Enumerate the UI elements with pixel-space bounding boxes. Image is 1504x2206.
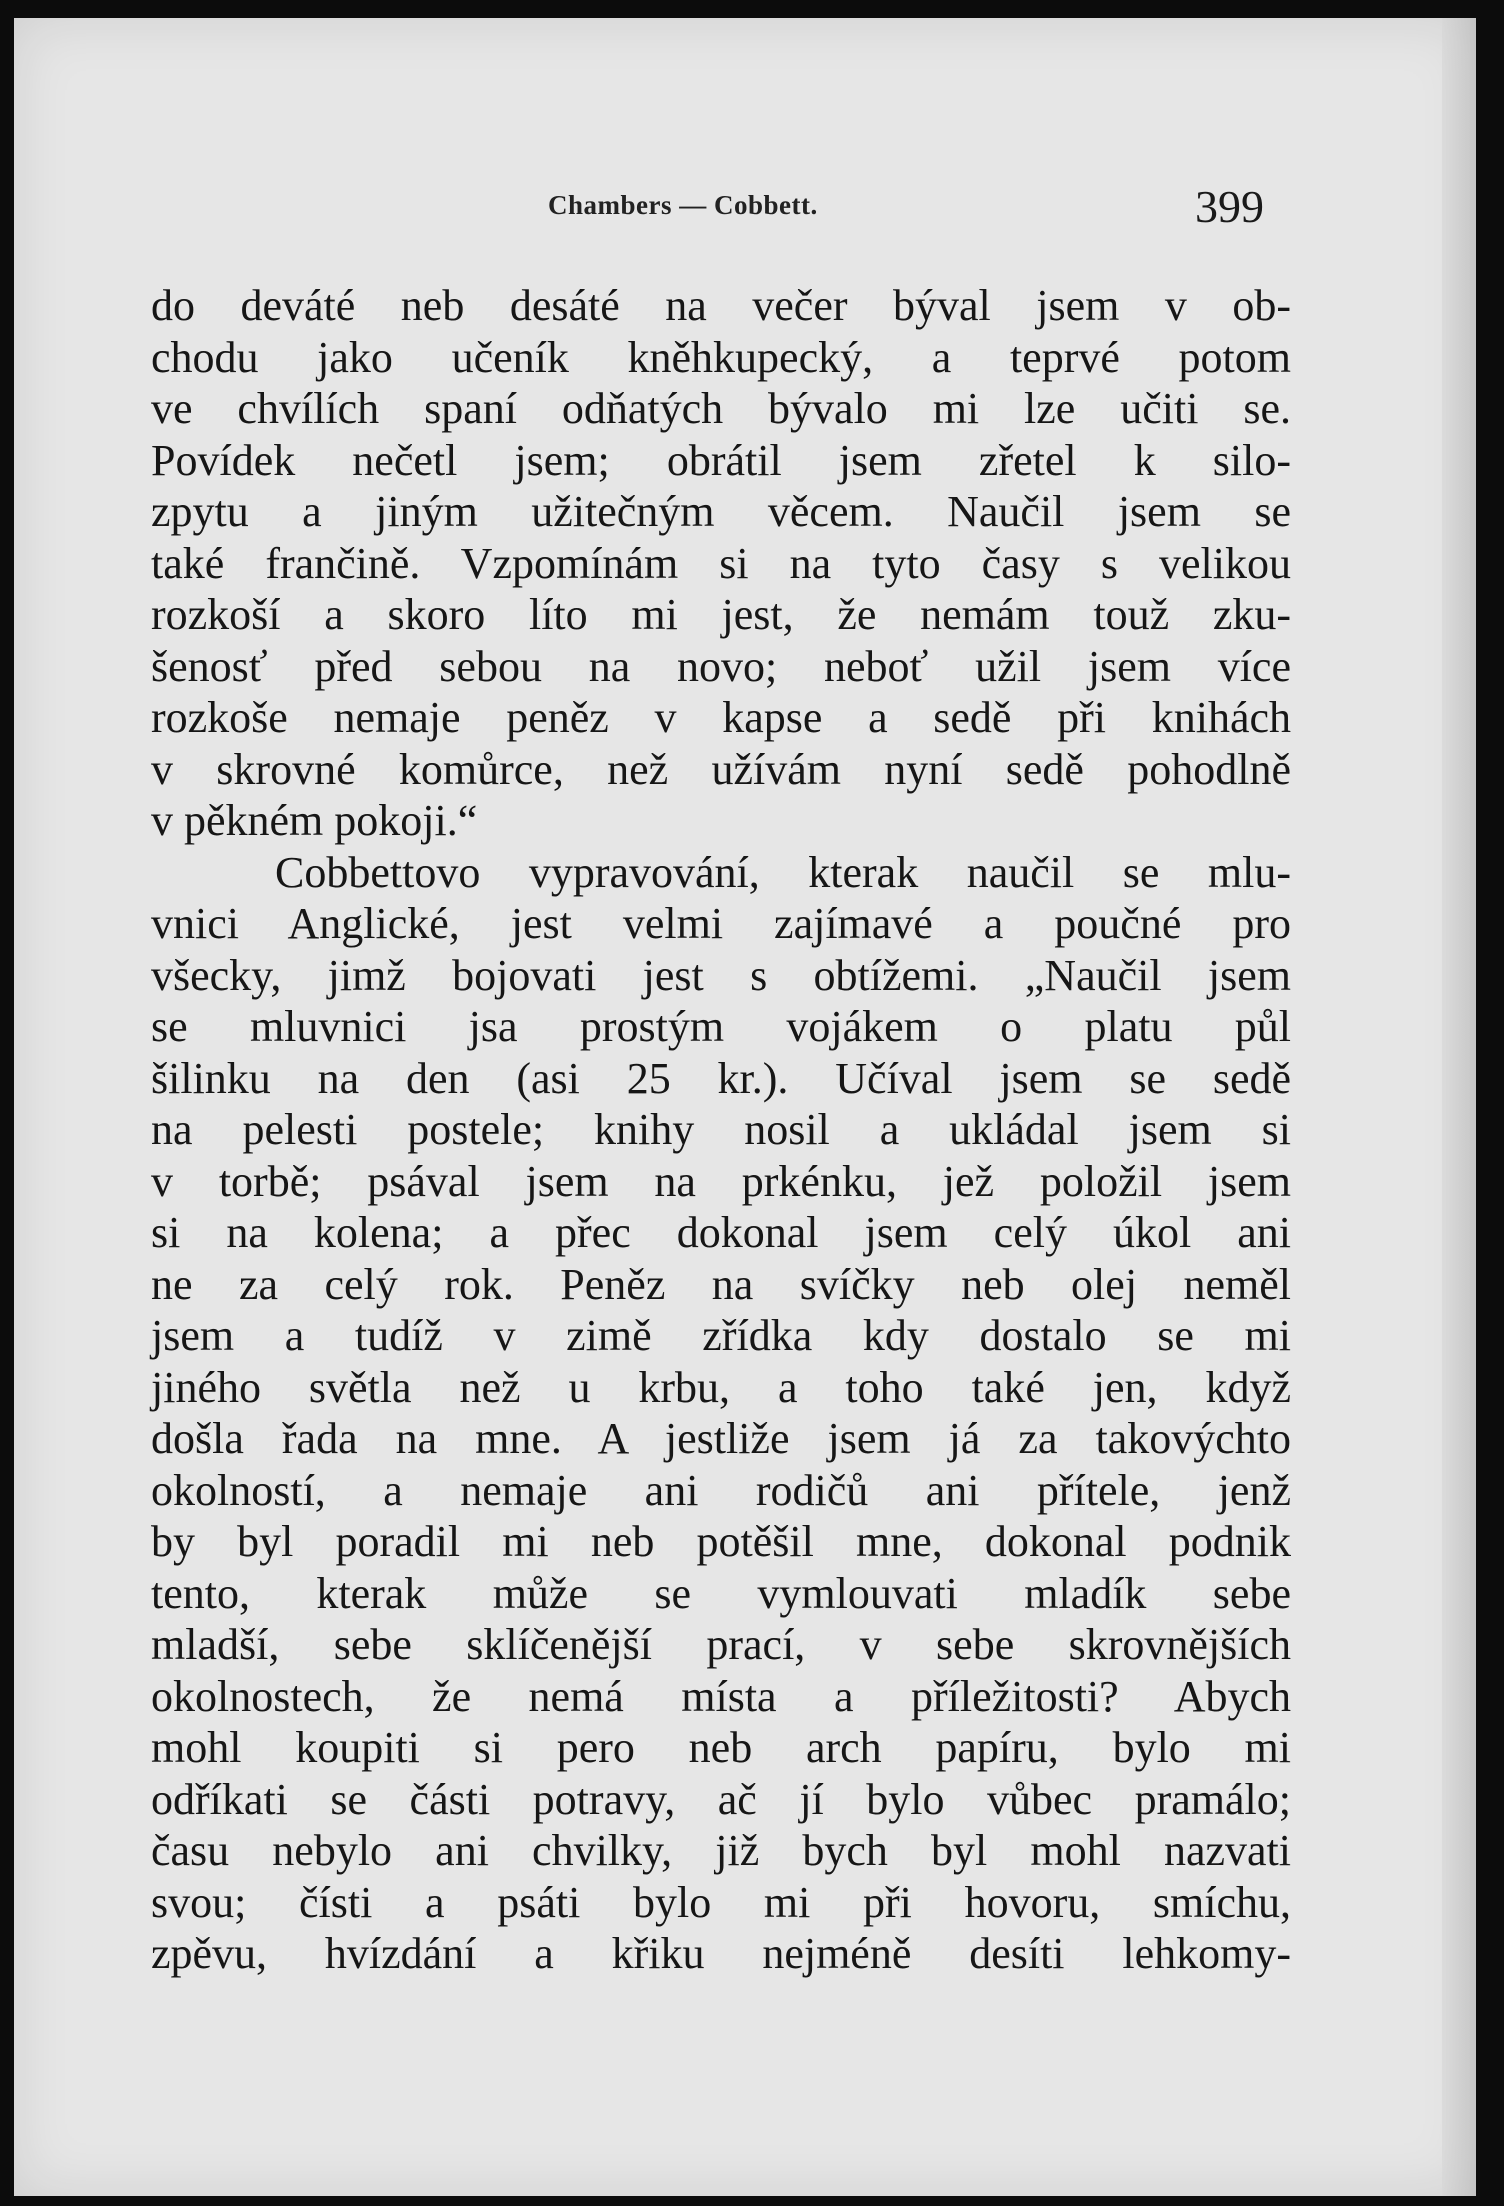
running-head: Chambers — Cobbett. [548, 190, 818, 220]
text-line: ne za celý rok. Peněz na svíčky neb olej neměl [151, 1259, 1291, 1309]
text-line: chodu jako učeník kněhkupecký, a teprvé potom [151, 332, 1291, 382]
text-line: Povídek nečetl jsem; obrátil jsem zřetel k silo- [151, 435, 1291, 485]
text-line: šilinku na den (asi 25 kr.). Učíval jsem se sedě [151, 1053, 1291, 1103]
text-line: jiného světla než u krbu, a toho také jen, když [151, 1362, 1291, 1412]
text-line: rozkoší a skoro líto mi jest, že nemám touž zku- [151, 590, 1291, 639]
text-line: mohl koupiti si pero neb arch papíru, bylo mi [151, 1723, 1291, 1772]
page-edge-shadow [1442, 18, 1476, 2196]
text-line: ve chvílích spaní odňatých bývalo mi lze učiti se. [151, 384, 1291, 433]
text-line: mladší, sebe sklíčenější prací, v sebe skrovnějších [151, 1620, 1291, 1669]
book-page [14, 18, 1476, 2196]
text-line: v skrovné komůrce, než užívám nyní sedě pohodlně [151, 744, 1291, 794]
text-line: by byl poradil mi neb potěšil mne, dokonal podnik [151, 1517, 1291, 1566]
text-line: okolností, a nemaje ani rodičů ani přítele, jenž [151, 1465, 1291, 1515]
text-line: všecky, jimž bojovati jest s obtížemi. „Naučil jsem [151, 950, 1291, 1000]
text-line: rozkoše nemaje peněz v kapse a sedě při knihách [151, 693, 1291, 742]
text-line: na pelesti postele; knihy nosil a ukládal jsem si [151, 1105, 1291, 1154]
text-line: v torbě; psával jsem na prkénku, jež položil jsem [151, 1156, 1291, 1206]
text-line: svou; čísti a psáti bylo mi při hovoru, smíchu, [151, 1877, 1291, 1927]
page-number: 399 [1195, 181, 1264, 232]
paragraph-end-line: v pěkném pokoji.“ [151, 796, 478, 845]
text-line: jsem a tudíž v zimě zřídka kdy dostalo se mi [151, 1311, 1291, 1360]
text-line: zpytu a jiným užitečným věcem. Naučil jsem se [151, 487, 1291, 536]
text-line: do deváté neb desáté na večer býval jsem v ob- [151, 281, 1291, 330]
text-line: se mluvnici jsa prostým vojákem o platu půl [151, 1002, 1291, 1051]
text-line: šenosť před sebou na novo; neboť užil jsem více [151, 641, 1291, 691]
text-line: došla řada na mne. A jestliže jsem já za takovýchto [151, 1414, 1291, 1463]
text-line: okolnostech, že nemá místa a příležitosti? Abych [151, 1671, 1291, 1721]
text-line: vnici Anglické, jest velmi zajímavé a poučné pro [151, 899, 1291, 948]
text-line: tento, kterak může se vymlouvati mladík sebe [151, 1568, 1291, 1618]
paragraph-start-line: Cobbettovo vypravování, kterak naučil se mlu- [275, 847, 1291, 897]
text-line: také frančině. Vzpomínám si na tyto časy s velikou [151, 538, 1291, 588]
body-text [151, 280, 1291, 1980]
text-line: zpěvu, hvízdání a křiku nejméně desíti lehkomy- [151, 1929, 1291, 1978]
text-line: si na kolena; a přec dokonal jsem celý úkol ani [151, 1208, 1291, 1257]
text-line: času nebylo ani chvilky, již bych byl mohl nazvati [151, 1826, 1291, 1875]
text-line: odříkati se části potravy, ač jí bylo vůbec pramálo; [151, 1774, 1291, 1824]
